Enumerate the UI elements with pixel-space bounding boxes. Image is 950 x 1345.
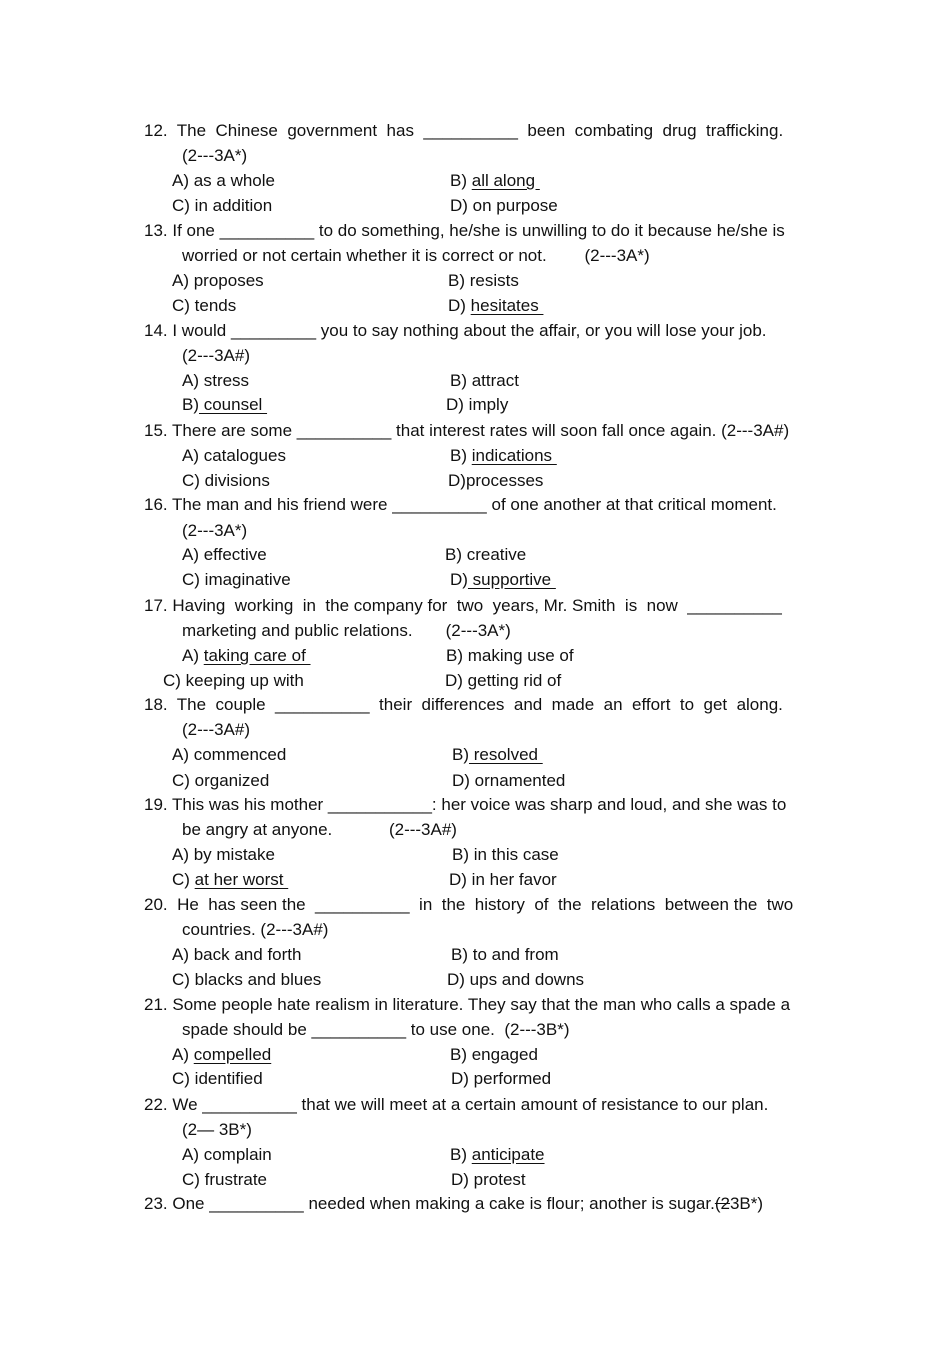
question-18-option-b [452, 745, 543, 765]
answer-underlined: counsel [199, 395, 268, 414]
question-23-text: 23. One __________ needed when making a cake is flour; another is sugar. [144, 1194, 715, 1213]
question-12-option-c: C) in addition [172, 196, 273, 215]
option-b-prefix: B) [452, 745, 469, 764]
question-17-option-a [182, 646, 311, 666]
option-b-prefix: B) [450, 171, 472, 190]
question-19-stem: 19. This was his mother ___________: her voice was sharp and loud, and she was to [144, 795, 787, 814]
question-14-source: (2---3A#) [182, 346, 251, 365]
question-21-stem-line2: spade should be __________ to use one. (2---3B*) [182, 1020, 570, 1039]
question-20-option-b: B) to and from [451, 945, 559, 964]
answer-underlined: compelled [193, 1045, 272, 1064]
question-16-source: (2---3A*) [182, 521, 248, 540]
question-15-option-c: C) divisions [182, 471, 270, 490]
question-19-stem-line2: be angry at anyone. (2---3A#) [182, 820, 457, 839]
question-17-stem-line2: marketing and public relations. (2---3A*) [182, 621, 511, 640]
question-14-option-d: D) imply [446, 395, 509, 414]
option-b-prefix: B) [450, 1145, 472, 1164]
question-18-source: (2---3A#) [182, 720, 251, 739]
question-23-stem [144, 1194, 763, 1214]
question-18-option-d: D) ornamented [452, 771, 566, 790]
answer-underlined: resolved [469, 745, 543, 764]
question-12-option-b [450, 171, 540, 191]
answer-underlined: hesitates [470, 296, 544, 315]
question-12-option-d: D) on purpose [450, 196, 558, 215]
option-a-prefix: A) [182, 646, 204, 665]
question-15-option-d: D)processes [448, 471, 544, 490]
question-22-option-c: C) frustrate [182, 1170, 268, 1189]
option-c-prefix: C) [172, 870, 195, 889]
question-16-option-d [450, 570, 556, 590]
question-23-source-struck: (2 [714, 1194, 730, 1213]
question-17-option-b: B) making use of [446, 646, 574, 665]
question-14-option-b: B) attract [450, 371, 519, 390]
question-18-option-c: C) organized [172, 771, 270, 790]
question-13-stem-line2: worried or not certain whether it is correct or not. (2---3A*) [182, 246, 650, 265]
question-22-option-b [450, 1145, 545, 1165]
answer-underlined: supportive [467, 570, 556, 589]
question-20-stem: 20. He has seen the __________ in the history of the relations between the two [144, 895, 794, 914]
question-21-option-a [172, 1045, 271, 1065]
answer-underlined: indications [471, 446, 557, 465]
question-20-option-d: D) ups and downs [447, 970, 585, 989]
question-17-option-d: D) getting rid of [445, 671, 562, 690]
question-21-option-d: D) performed [451, 1069, 552, 1088]
question-19-option-d: D) in her favor [449, 870, 557, 889]
answer-underlined: taking care of [203, 646, 311, 665]
question-17-option-c: C) keeping up with [163, 671, 304, 690]
answer-underlined: at her worst [194, 870, 289, 889]
question-20-stem-line2: countries. (2---3A#) [182, 920, 329, 939]
question-13-stem: 13. If one __________ to do something, he/she is unwilling to do it because he/she is [144, 221, 785, 240]
option-a-prefix: A) [172, 1045, 194, 1064]
question-21-option-c: C) identified [172, 1069, 263, 1088]
question-22-source: (2— 3B*) [182, 1120, 252, 1139]
answer-underlined: all along [471, 171, 540, 190]
question-12-source: (2---3A*) [182, 146, 248, 165]
question-22-option-d: D) protest [451, 1170, 526, 1189]
question-16-option-c: C) imaginative [182, 570, 291, 589]
question-15-stem: 15. There are some __________ that interest rates will soon fall once again. (2---3A#) [144, 421, 790, 440]
question-18-option-a: A) commenced [172, 745, 287, 764]
question-12-option-a: A) as a whole [172, 171, 275, 190]
question-15-option-b [450, 446, 557, 466]
question-23-source: 3B*) [729, 1194, 764, 1213]
question-13-option-b: B) resists [448, 271, 519, 290]
question-20-option-c: C) blacks and blues [172, 970, 322, 989]
question-14-option-c [182, 395, 267, 415]
question-12-stem: 12. The Chinese government has __________ been combating drug trafficking. [144, 121, 784, 140]
option-c-prefix: B) [182, 395, 199, 414]
question-18-stem: 18. The couple __________ their differences and made an effort to get along. [144, 695, 783, 714]
question-17-stem: 17. Having working in the company for two years, Mr. Smith is now __________ [144, 596, 782, 615]
question-16-stem: 16. The man and his friend were __________ of one another at that critical moment. [144, 495, 777, 514]
option-d-prefix: D) [448, 296, 471, 315]
question-21-stem: 21. Some people hate realism in literature. They say that the man who calls a spade a [144, 995, 791, 1014]
question-16-option-a: A) effective [182, 545, 267, 564]
question-15-option-a: A) catalogues [182, 446, 286, 465]
question-13-option-c: C) tends [172, 296, 237, 315]
question-20-option-a: A) back and forth [172, 945, 302, 964]
question-19-option-a: A) by mistake [172, 845, 275, 864]
question-13-option-d [448, 296, 543, 316]
option-b-prefix: B) [450, 446, 472, 465]
question-14-option-a: A) stress [182, 371, 250, 390]
option-d-prefix: D) [450, 570, 468, 589]
question-19-option-b: B) in this case [452, 845, 559, 864]
question-14-stem: 14. I would _________ you to say nothing about the affair, or you will lose your job. [144, 321, 767, 340]
question-22-option-a: A) complain [182, 1145, 272, 1164]
question-22-stem: 22. We __________ that we will meet at a certain amount of resistance to our plan. [144, 1095, 769, 1114]
question-21-option-b: B) engaged [450, 1045, 538, 1064]
answer-underlined: anticipate [471, 1145, 545, 1164]
question-16-option-b: B) creative [445, 545, 527, 564]
question-19-option-c [172, 870, 288, 890]
question-13-option-a: A) proposes [172, 271, 264, 290]
